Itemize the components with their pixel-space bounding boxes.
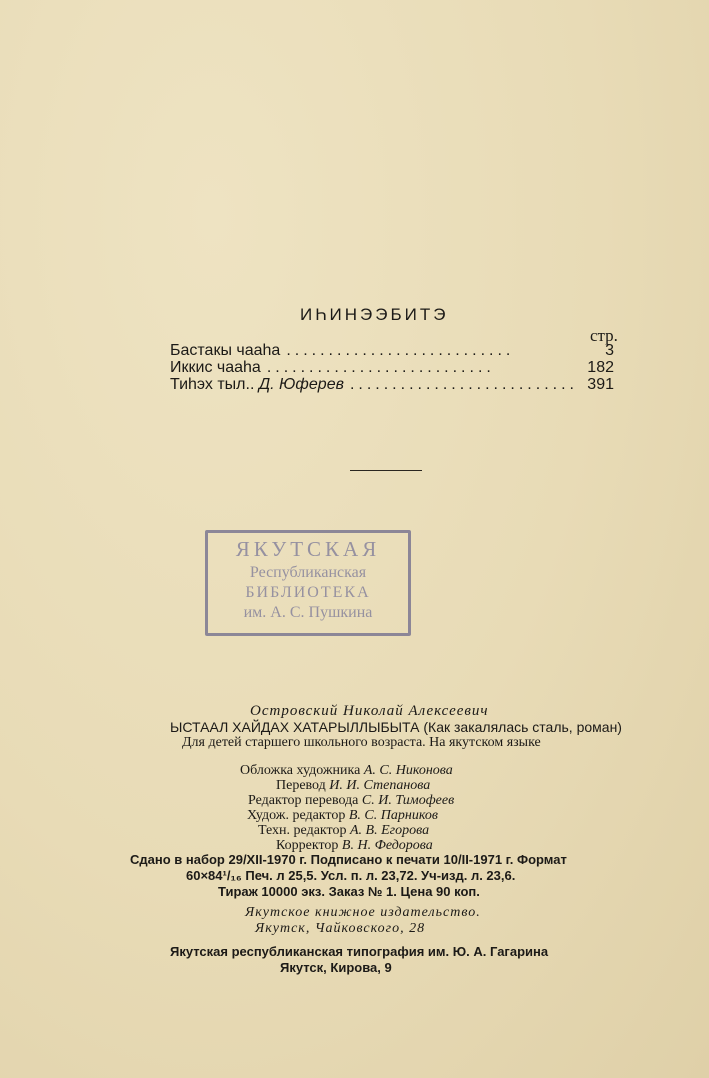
contents-heading: ИҺИНЭЭБИТЭ [300, 305, 449, 324]
credit-name: А. В. Егорова [349, 823, 430, 838]
toc-entry-page: 3 [605, 342, 614, 359]
toc-entry-title: Бастакы чааһа [170, 342, 281, 359]
credit-role: Техн. редактор [258, 823, 347, 838]
stamp-line: БИБЛИОТЕКА [245, 584, 371, 601]
credit-name: В. Н. Федорова [341, 838, 433, 853]
credit-line [248, 793, 454, 809]
author-name: Островский Николай Алексеевич [250, 703, 489, 719]
credit-role: Перевод [276, 778, 326, 793]
credit-role: Худож. редактор [247, 808, 346, 823]
credit-line [258, 823, 429, 839]
print-info: 60×84¹/₁₆ Печ. л 25,5. Усл. п. л. 23,72. Уч-изд. л. 23,6. [186, 868, 516, 883]
toc-entry-title: Тиһэх тыл.. Д. Юферев [170, 376, 344, 393]
credit-name: С. И. Тимофеев [361, 793, 455, 808]
divider-rule [350, 470, 422, 471]
stamp-line: им. А. С. Пушкина [243, 604, 373, 621]
printery-address: Якутск, Кирова, 9 [280, 960, 392, 975]
stamp-line: ЯКУТСКАЯ [235, 537, 381, 561]
book-title: ЫСТААЛ ХАЙДАХ ХАТАРЫЛЛЫБЫТА (Как закалялась сталь, роман) [170, 719, 622, 735]
toc-entry-title: Иккис чааһа [170, 359, 261, 376]
print-info: Тираж 10000 экз. Заказ № 1. Цена 90 коп. [218, 884, 480, 899]
toc-entry-afterword [170, 376, 614, 396]
credit-role: Обложка художника [240, 763, 361, 778]
credit-line [240, 763, 453, 779]
toc-entry-author: Д. Юферев [258, 376, 344, 393]
credit-line [247, 808, 438, 824]
page-column-header: стр. [590, 326, 618, 345]
print-info: Сдано в набор 29/XII-1970 г. Подписано к печати 10/II-1971 г. Формат [130, 852, 567, 867]
credit-role: Корректор [276, 838, 339, 853]
credit-name: В. С. Парников [348, 808, 438, 823]
credit-name: А. С. Никонова [363, 763, 453, 778]
credit-role: Редактор перевода [248, 793, 359, 808]
publisher-name: Якутское книжное издательство. [245, 905, 481, 920]
printery-name: Якутская республиканская типография им. Ю. А. Гагарина [170, 944, 549, 959]
library-stamp [205, 530, 411, 636]
stamp-line: Республиканская [249, 564, 367, 581]
toc-leader: ........................... [266, 359, 495, 376]
toc-leader: ........................... [286, 342, 515, 359]
audience-note: Для детей старшего школьного возраста. На якутском языке [182, 735, 541, 750]
credit-line [276, 778, 430, 794]
credit-name: И. И. Степанова [329, 778, 431, 793]
toc-entry-page: 391 [587, 376, 614, 393]
publisher-address: Якутск, Чайковского, 28 [255, 921, 426, 936]
toc-leader: ........................... [349, 376, 578, 393]
toc-entry-page: 182 [587, 359, 614, 376]
